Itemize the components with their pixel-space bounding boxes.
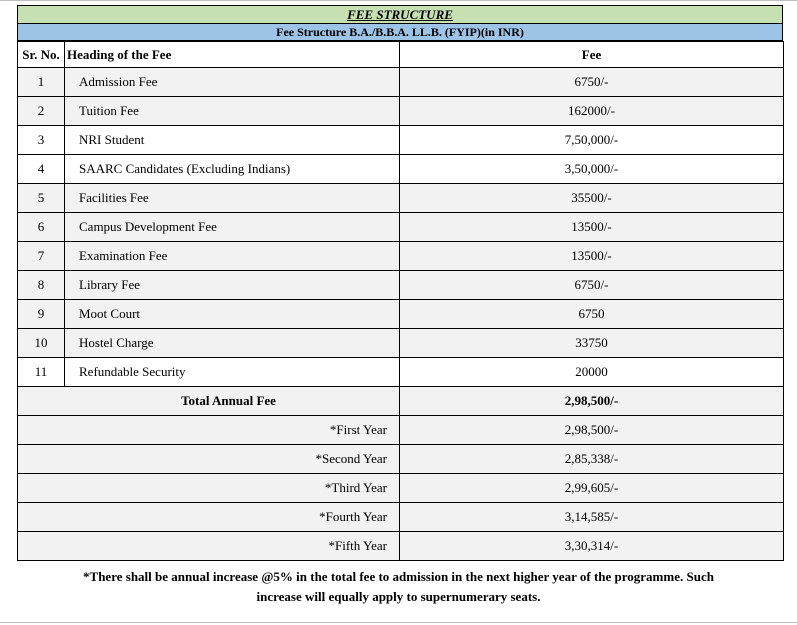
- year-value: 2,85,338/-: [400, 445, 784, 474]
- fee-value-cell: 33750: [400, 329, 784, 358]
- sr-no-cell: 5: [18, 184, 65, 213]
- fee-value-cell: 6750: [400, 300, 784, 329]
- fee-value-cell: 162000/-: [400, 97, 784, 126]
- year-label: *Fifth Year: [18, 532, 400, 561]
- sr-no-cell: 7: [18, 242, 65, 271]
- year-row: [18, 503, 784, 532]
- year-row: [18, 474, 784, 503]
- year-row: [18, 416, 784, 445]
- year-value: 2,98,500/-: [400, 416, 784, 445]
- fee-value-cell: 20000: [400, 358, 784, 387]
- year-label: *Fourth Year: [18, 503, 400, 532]
- year-value: 2,99,605/-: [400, 474, 784, 503]
- table-row: [18, 329, 784, 358]
- fee-table: [17, 41, 784, 561]
- total-row: [18, 387, 784, 416]
- sr-no-cell: 9: [18, 300, 65, 329]
- fee-value-cell: 6750/-: [400, 68, 784, 97]
- sr-no-cell: 4: [18, 155, 65, 184]
- table-row: [18, 242, 784, 271]
- table-row: [18, 126, 784, 155]
- year-label: *First Year: [18, 416, 400, 445]
- fee-value-cell: 13500/-: [400, 213, 784, 242]
- table-row: [18, 213, 784, 242]
- footnote-line-1: *There shall be annual increase @5% in the total fee to admission in the next higher year of the programme. Such: [83, 569, 714, 584]
- total-value: 2,98,500/-: [400, 387, 784, 416]
- fee-heading-cell: Facilities Fee: [65, 184, 400, 213]
- year-value: 3,30,314/-: [400, 532, 784, 561]
- year-value: 3,14,585/-: [400, 503, 784, 532]
- fee-value-cell: 3,50,000/-: [400, 155, 784, 184]
- fee-value-cell: 6750/-: [400, 271, 784, 300]
- header-fee: Fee: [400, 42, 784, 68]
- table-row: [18, 300, 784, 329]
- footnote: [0, 567, 797, 607]
- fee-heading-cell: Moot Court: [65, 300, 400, 329]
- sr-no-cell: 10: [18, 329, 65, 358]
- fee-heading-cell: Campus Development Fee: [65, 213, 400, 242]
- fee-value-cell: 7,50,000/-: [400, 126, 784, 155]
- year-label: *Second Year: [18, 445, 400, 474]
- sr-no-cell: 2: [18, 97, 65, 126]
- sr-no-cell: 8: [18, 271, 65, 300]
- year-label: *Third Year: [18, 474, 400, 503]
- top-edge-line: [0, 0, 797, 1]
- fee-structure-document: [17, 5, 783, 561]
- year-row: [18, 445, 784, 474]
- fee-value-cell: 13500/-: [400, 242, 784, 271]
- fee-heading-cell: Library Fee: [65, 271, 400, 300]
- table-row: [18, 68, 784, 97]
- header-sr-no: Sr. No.: [18, 42, 65, 68]
- table-subtitle: Fee Structure B.A./B.B.A. LL.B. (FYIP)(in INR): [17, 24, 783, 41]
- fee-heading-cell: NRI Student: [65, 126, 400, 155]
- fee-heading-cell: Refundable Security: [65, 358, 400, 387]
- fee-heading-cell: Examination Fee: [65, 242, 400, 271]
- table-row: [18, 271, 784, 300]
- table-row: [18, 97, 784, 126]
- sr-no-cell: 1: [18, 68, 65, 97]
- fee-value-cell: 35500/-: [400, 184, 784, 213]
- sr-no-cell: 11: [18, 358, 65, 387]
- page-title: FEE STRUCTURE: [17, 5, 783, 24]
- fee-heading-cell: Admission Fee: [65, 68, 400, 97]
- table-row: [18, 155, 784, 184]
- sr-no-cell: 3: [18, 126, 65, 155]
- fee-heading-cell: Hostel Charge: [65, 329, 400, 358]
- fee-heading-cell: SAARC Candidates (Excluding Indians): [65, 155, 400, 184]
- fee-heading-cell: Tuition Fee: [65, 97, 400, 126]
- total-label: Total Annual Fee: [18, 387, 400, 416]
- bottom-edge-line: [0, 622, 797, 623]
- table-row: [18, 184, 784, 213]
- year-row: [18, 532, 784, 561]
- header-heading: Heading of the Fee: [65, 42, 400, 68]
- footnote-line-2: increase will equally apply to supernumerary seats.: [256, 589, 541, 604]
- table-row: [18, 358, 784, 387]
- sr-no-cell: 6: [18, 213, 65, 242]
- header-row: [18, 42, 784, 68]
